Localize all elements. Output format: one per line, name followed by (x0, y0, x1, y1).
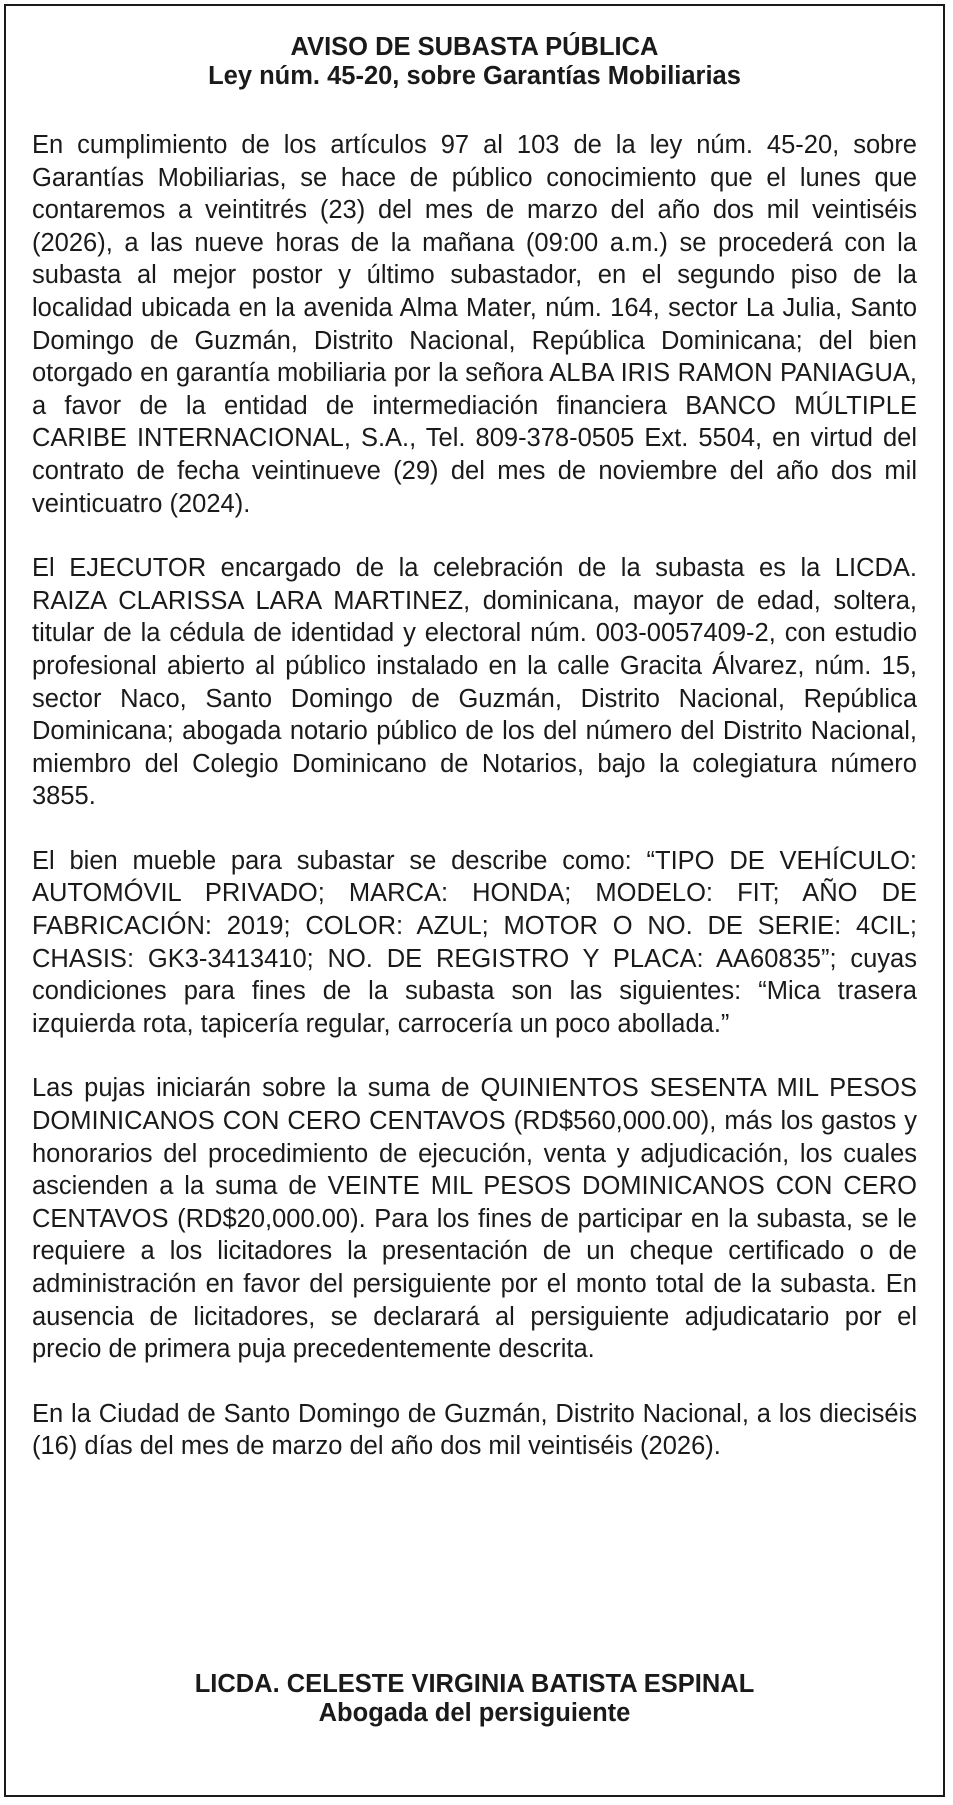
signature-block (6, 1670, 943, 1728)
notice-subtitle: Ley núm. 45-20, sobre Garantías Mobiliarias (208, 62, 741, 90)
notice-header (6, 33, 943, 91)
paragraph-vehicle-description: El bien mueble para subastar se describe como: “TIPO DE VEHÍCULO: AUTOMÓVIL PRIVADO; MARCA: HONDA; MODELO: FIT; AÑO DE FABRICACIÓN: 2019; COLOR: AZUL; MOTOR O NO. DE SERIE: 4CIL; CHASIS: GK3-3413410; NO. DE REGISTRO Y PLACA: AA60835”; cuyas condiciones para fines de la subasta son las siguientes: “Mica trasera izquierda rota, tapicería regular, carrocería un poco abollada.” (32, 846, 917, 1038)
signature-name: LICDA. CELESTE VIRGINIA BATISTA ESPINAL (194, 1670, 755, 1698)
paragraph-place-date: En la Ciudad de Santo Domingo de Guzmán, Distrito Nacional, a los dieciséis (16) días del mes de marzo del año dos mil veintiséis (2026). (32, 1399, 917, 1461)
paragraph-auction-announcement: En cumplimiento de los artículos 97 al 103 de la ley núm. 45-20, sobre Garantías Mobiliarias, se hace de público conocimiento que el lunes que contaremos a veintitrés (23) del mes de marzo del año dos mil veintiséis (2026), a las nueve horas de la mañana (09:00 a.m.) se procederá con la subasta al mejor postor y último subastador, en el segundo piso de la localidad ubicada en la avenida Alma Mater, núm. 164, sector La Julia, Santo Domingo de Guzmán, Distrito Nacional, República Dominicana; del bien otorgado en garantía mobiliaria por la señora ALBA IRIS RAMON PANIAGUA, a favor de la entidad de intermediación financiera BANCO MÚLTIPLE CARIBE INTERNACIONAL, S.A., Tel. 809-378-0505 Ext. 5504, en virtud del contrato de fecha veintinueve (29) del mes de noviembre del año dos mil veinticuatro (2024). (32, 131, 917, 518)
notice-body (32, 129, 917, 1495)
paragraph-executor: El EJECUTOR encargado de la celebración de la subasta es la LICDA. RAIZA CLARISSA LARA MARTINEZ, dominicana, mayor de edad, soltera, titular de la cédula de identidad y electoral núm. 003-0057409-2, con estudio profesional abierto al público instalado en la calle Gracita Álvarez, núm. 15, sector Naco, Santo Domingo de Guzmán, Distrito Nacional, República Dominicana; abogada notario público de los del número del Distrito Nacional, miembro del Colegio Dominicano de Notarios, bajo la colegiatura número 3855. (32, 554, 917, 811)
notice-title: AVISO DE SUBASTA PÚBLICA (290, 33, 659, 61)
paragraph-bidding-terms: Las pujas iniciarán sobre la suma de QUINIENTOS SESENTA MIL PESOS DOMINICANOS CON CERO CENTAVOS (RD$560,000.00), más los gastos y honorarios del procedimiento de ejecución, venta y adjudicación, los cuales ascienden a la suma de VEINTE MIL PESOS DOMINICANOS CON CERO CENTAVOS (RD$20,000.00). Para los fines de participar en la subasta, se le requiere a los licitadores la presentación de un cheque certificado o de administración en favor del persiguiente por el monto total de la subasta. En ausencia de licitadores, se declarará al persiguiente adjudicatario por el precio de primera puja precedentemente descrita. (32, 1074, 917, 1364)
signature-role: Abogada del persiguiente (318, 1699, 631, 1727)
notice-frame (4, 4, 945, 1797)
